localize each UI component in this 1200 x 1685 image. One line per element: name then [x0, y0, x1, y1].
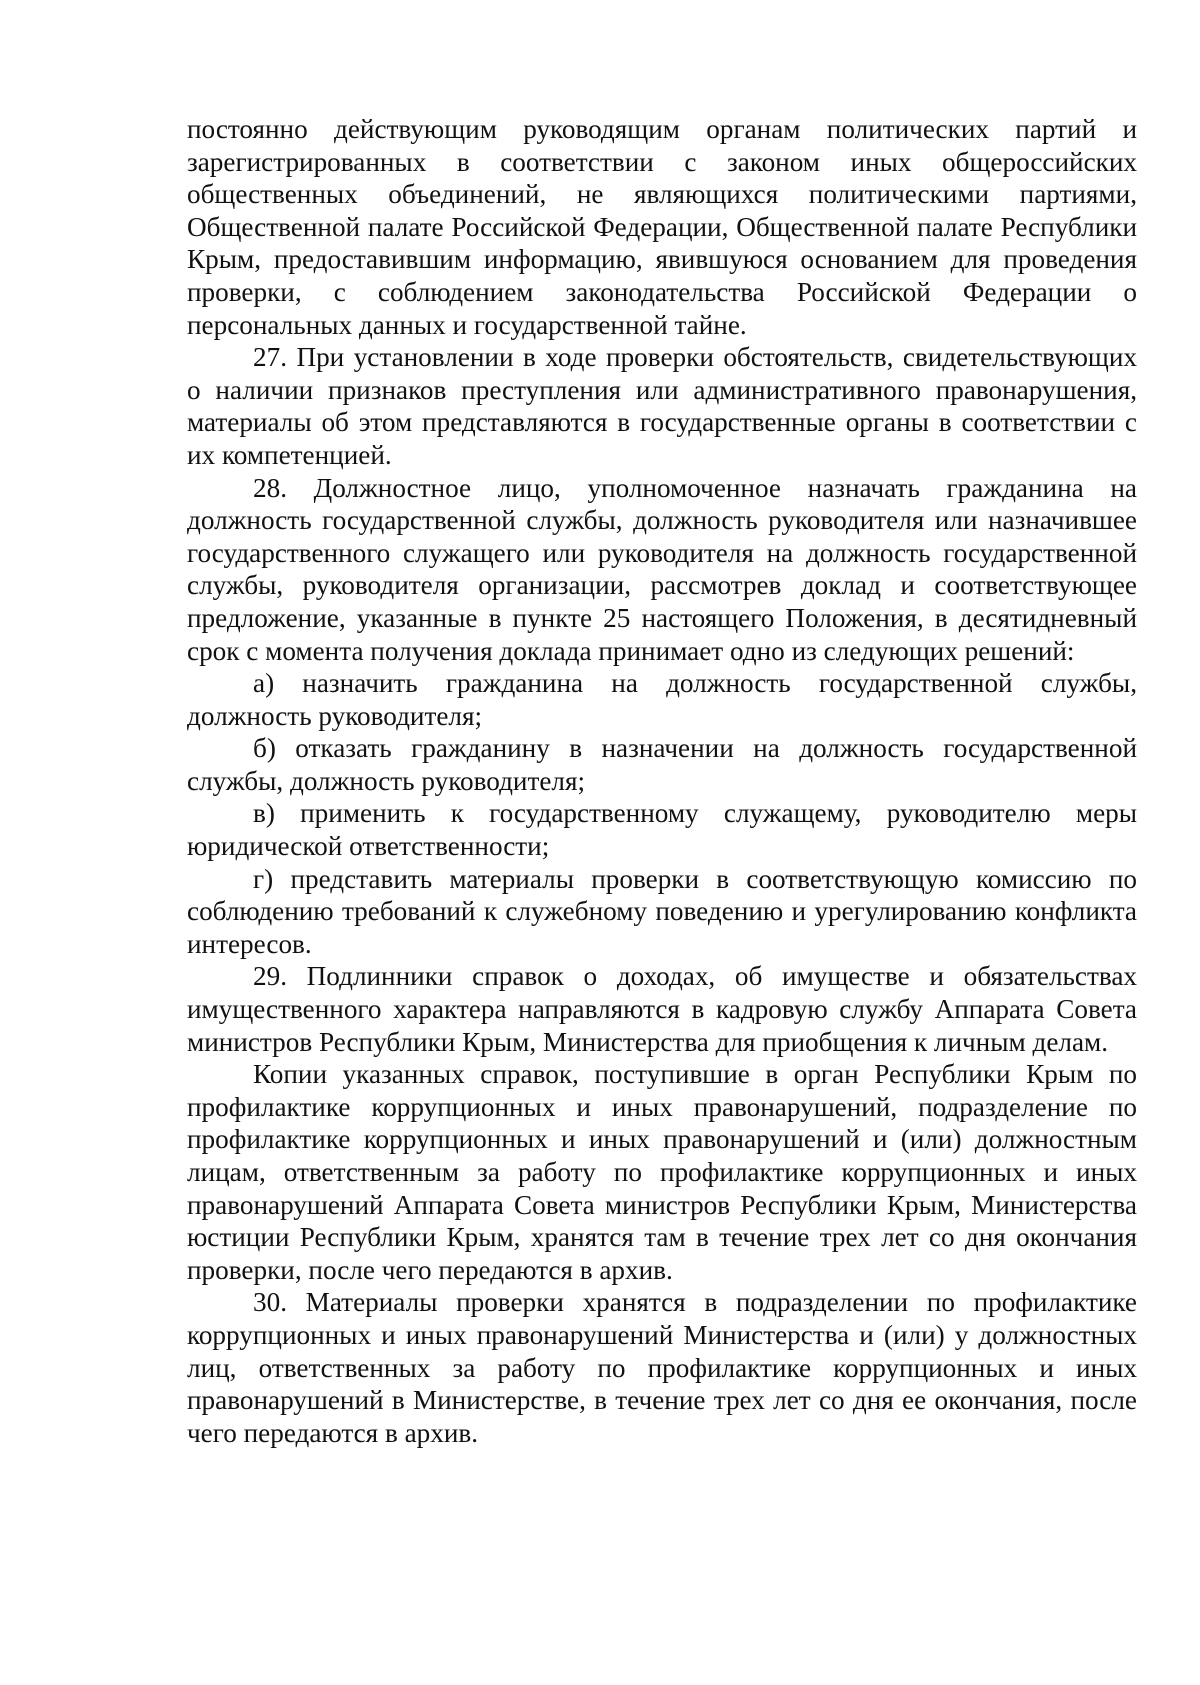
paragraph-item-30: 30. Материалы проверки хранятся в подразделении по профилактике коррупционных и иных правонарушений Министерства и (или) у должностных лиц, ответственных за работу по профилактике коррупционных и иных правонарушений в Министерстве, в течение трех лет со дня ее окончания, после чего передаются в архив. [187, 1287, 1137, 1448]
subitem-b: б) отказать гражданину в назначении на должность государственной службы, должность руководителя; [187, 733, 1137, 796]
subitem-a: а) назначить гражданина на должность государственной службы, должность руководителя; [187, 668, 1137, 731]
paragraph-copies: Копии указанных справок, поступившие в орган Республики Крым по профилактике коррупционных и иных правонарушений, подразделение по профилактике коррупционных и иных правонарушений и (или) должностным лицам, ответственным за работу по профилактике коррупционных и иных правонарушений Аппарата Совета министров Республики Крым, Министерства юстиции Республики Крым, хранятся там в течение трех лет со дня окончания проверки, после чего передаются в архив. [187, 1059, 1137, 1285]
subitem-v: в) применить к государственному служащему, руководителю меры юридической ответственности; [187, 798, 1137, 862]
paragraph-item-29: 29. Подлинники справок о доходах, об имуществе и обязательствах имущественного характера направляются в кадровую службу Аппарата Совета министров Республики Крым, Министерства для приобщения к личным делам. [187, 961, 1137, 1057]
paragraph-continuation: постоянно действующим руководящим органам политических партий и зарегистрированных в соответствии с законом иных общероссийских общественных объединений, не являющихся политическими партиями, Общественной палате Российской Федерации, Общественной палате Республики Крым, предоставившим информацию, явившуюся основанием для проведения проверки, с соблюдением законодательства Российской Федерации о персональных данных и государственной тайне. [187, 114, 1137, 340]
paragraph-item-27: 27. При установлении в ходе проверки обстоятельств, свидетельствующих о наличии признаков преступления или административного правонарушения, материалы об этом представляются в государственные органы в соответствии с их компетенцией. [187, 342, 1137, 470]
subitem-g: г) представить материалы проверки в соответствующую комиссию по соблюдению требований к служебному поведению и урегулированию конфликта интересов. [187, 863, 1137, 959]
document-body [187, 113, 1137, 1449]
paragraph-item-28: 28. Должностное лицо, уполномоченное назначать гражданина на должность государственной службы, должность руководителя или назначившее государственного служащего или руководителя на должность государственной службы, руководителя организации, рассмотрев доклад и соответствующее предложение, указанные в пункте 25 настоящего Положения, в десятидневный срок с момента получения доклада принимает одно из следующих решений: [187, 472, 1137, 666]
